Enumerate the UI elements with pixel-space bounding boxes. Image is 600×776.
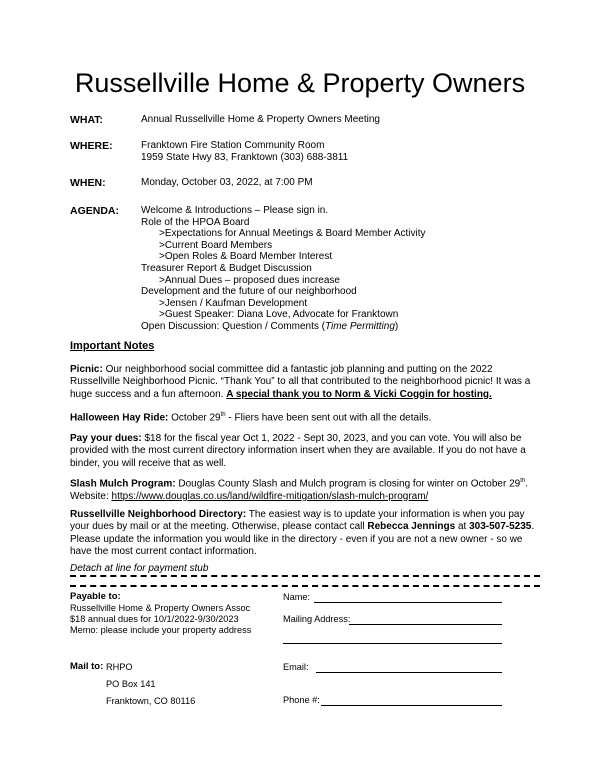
agenda-subitem: >Expectations for Annual Meetings & Board Member Activity: [159, 228, 426, 240]
mail-to-line: Franktown, CO 80116: [106, 696, 196, 706]
agenda-list: [141, 205, 426, 333]
page-title: Russellville Home & Property Owners: [74, 68, 526, 98]
mail-to-line: RHPO: [106, 662, 133, 672]
where-line-1: Franktown Fire Station Community Room: [141, 140, 325, 151]
dues-note: Pay your dues: $18 for the fiscal year Oct 1, 2022 - Sept 30, 2023, and you can vote. You will also be provided with the most current directory information insert when they are available. If you do not have a binder, you will receive that as well.: [70, 433, 526, 469]
slash-mulch-note: Slash Mulch Program: Douglas County Slash and Mulch program is closing for winter on October 29th. Website: https://www.douglas.co.us/land/wildfire-mitigation/slash-mulch-program/: [70, 478, 528, 502]
mailing-address-field-2[interactable]: [283, 643, 502, 644]
when-label: WHEN:: [70, 177, 106, 189]
where-label: WHERE:: [70, 140, 113, 152]
detach-line: [70, 575, 540, 587]
agenda-item: Role of the HPOA Board: [141, 216, 250, 228]
where-line-2: 1959 State Hwy 83, Franktown (303) 688-3811: [141, 152, 349, 163]
agenda-item: Welcome & Introductions – Please sign in.: [141, 205, 329, 216]
picnic-note: Picnic: Our neighborhood social committee did a fantastic job planning and putting on the 2022 Russellville Neighborhood Picnic. “Thank You” to all that contributed to the neighborhood picnic! It was a huge success and a fun afternoon. A special thank you to Norm & Vicki Coggin for hosting.: [70, 364, 531, 400]
hayride-note: Halloween Hay Ride: October 29th - Fliers have been sent out with all the details.: [70, 412, 432, 424]
email-field[interactable]: [316, 672, 502, 673]
email-label: Email:: [283, 662, 309, 672]
agenda-subitem: >Current Board Members: [159, 239, 273, 251]
agenda-item: Development and the future of our neighborhood: [141, 286, 357, 298]
mail-to-line: PO Box 141: [106, 679, 156, 689]
slash-mulch-link[interactable]: https://www.douglas.co.us/land/wildfire-mitigation/slash-mulch-program/: [111, 490, 429, 502]
name-label: Name:: [283, 592, 311, 602]
agenda-item: Treasurer Report & Budget Discussion: [141, 262, 312, 274]
payable-details: Russellville Home & Property Owners Assoc $18 annual dues for 10/1/2022-9/30/2023 Memo: please include your property address: [70, 603, 252, 635]
agenda-subitem: >Guest Speaker: Diana Love, Advocate for Franktown: [159, 309, 399, 321]
phone-field[interactable]: [321, 705, 502, 706]
what-value: Annual Russellville Home & Property Owners Meeting: [141, 114, 380, 125]
directory-note: Russellville Neighborhood Directory: The easiest way is to update your information is when you pay your dues by mail or at the meeting. Otherwise, please contact call Rebecca Jennings at 303-507-5235. Please update the information you would like in the directory - even if you are not a new owner - so we have the most current contact information.: [70, 509, 535, 558]
what-label: WHAT:: [70, 114, 104, 126]
mailing-address-field[interactable]: [349, 624, 502, 625]
where-address: [141, 140, 348, 164]
mailing-address-label: Mailing Address:: [283, 614, 351, 624]
mail-to-label: Mail to:: [70, 661, 104, 672]
agenda-label: AGENDA:: [70, 205, 119, 217]
agenda-subitem: >Annual Dues – proposed dues increase: [159, 274, 340, 286]
name-field[interactable]: [314, 602, 502, 603]
agenda-item: Open Discussion: Question / Comments (Time Permitting): [141, 320, 399, 332]
agenda-subitem: >Jensen / Kaufman Development: [159, 297, 308, 309]
detach-instruction: Detach at line for payment stub: [70, 563, 209, 574]
phone-label: Phone #:: [283, 695, 320, 705]
when-value: Monday, October 03, 2022, at 7:00 PM: [141, 177, 313, 188]
important-notes-heading: Important Notes: [70, 340, 155, 352]
agenda-subitem: >Open Roles & Board Member Interest: [159, 251, 333, 263]
payable-label: Payable to:: [70, 591, 121, 602]
